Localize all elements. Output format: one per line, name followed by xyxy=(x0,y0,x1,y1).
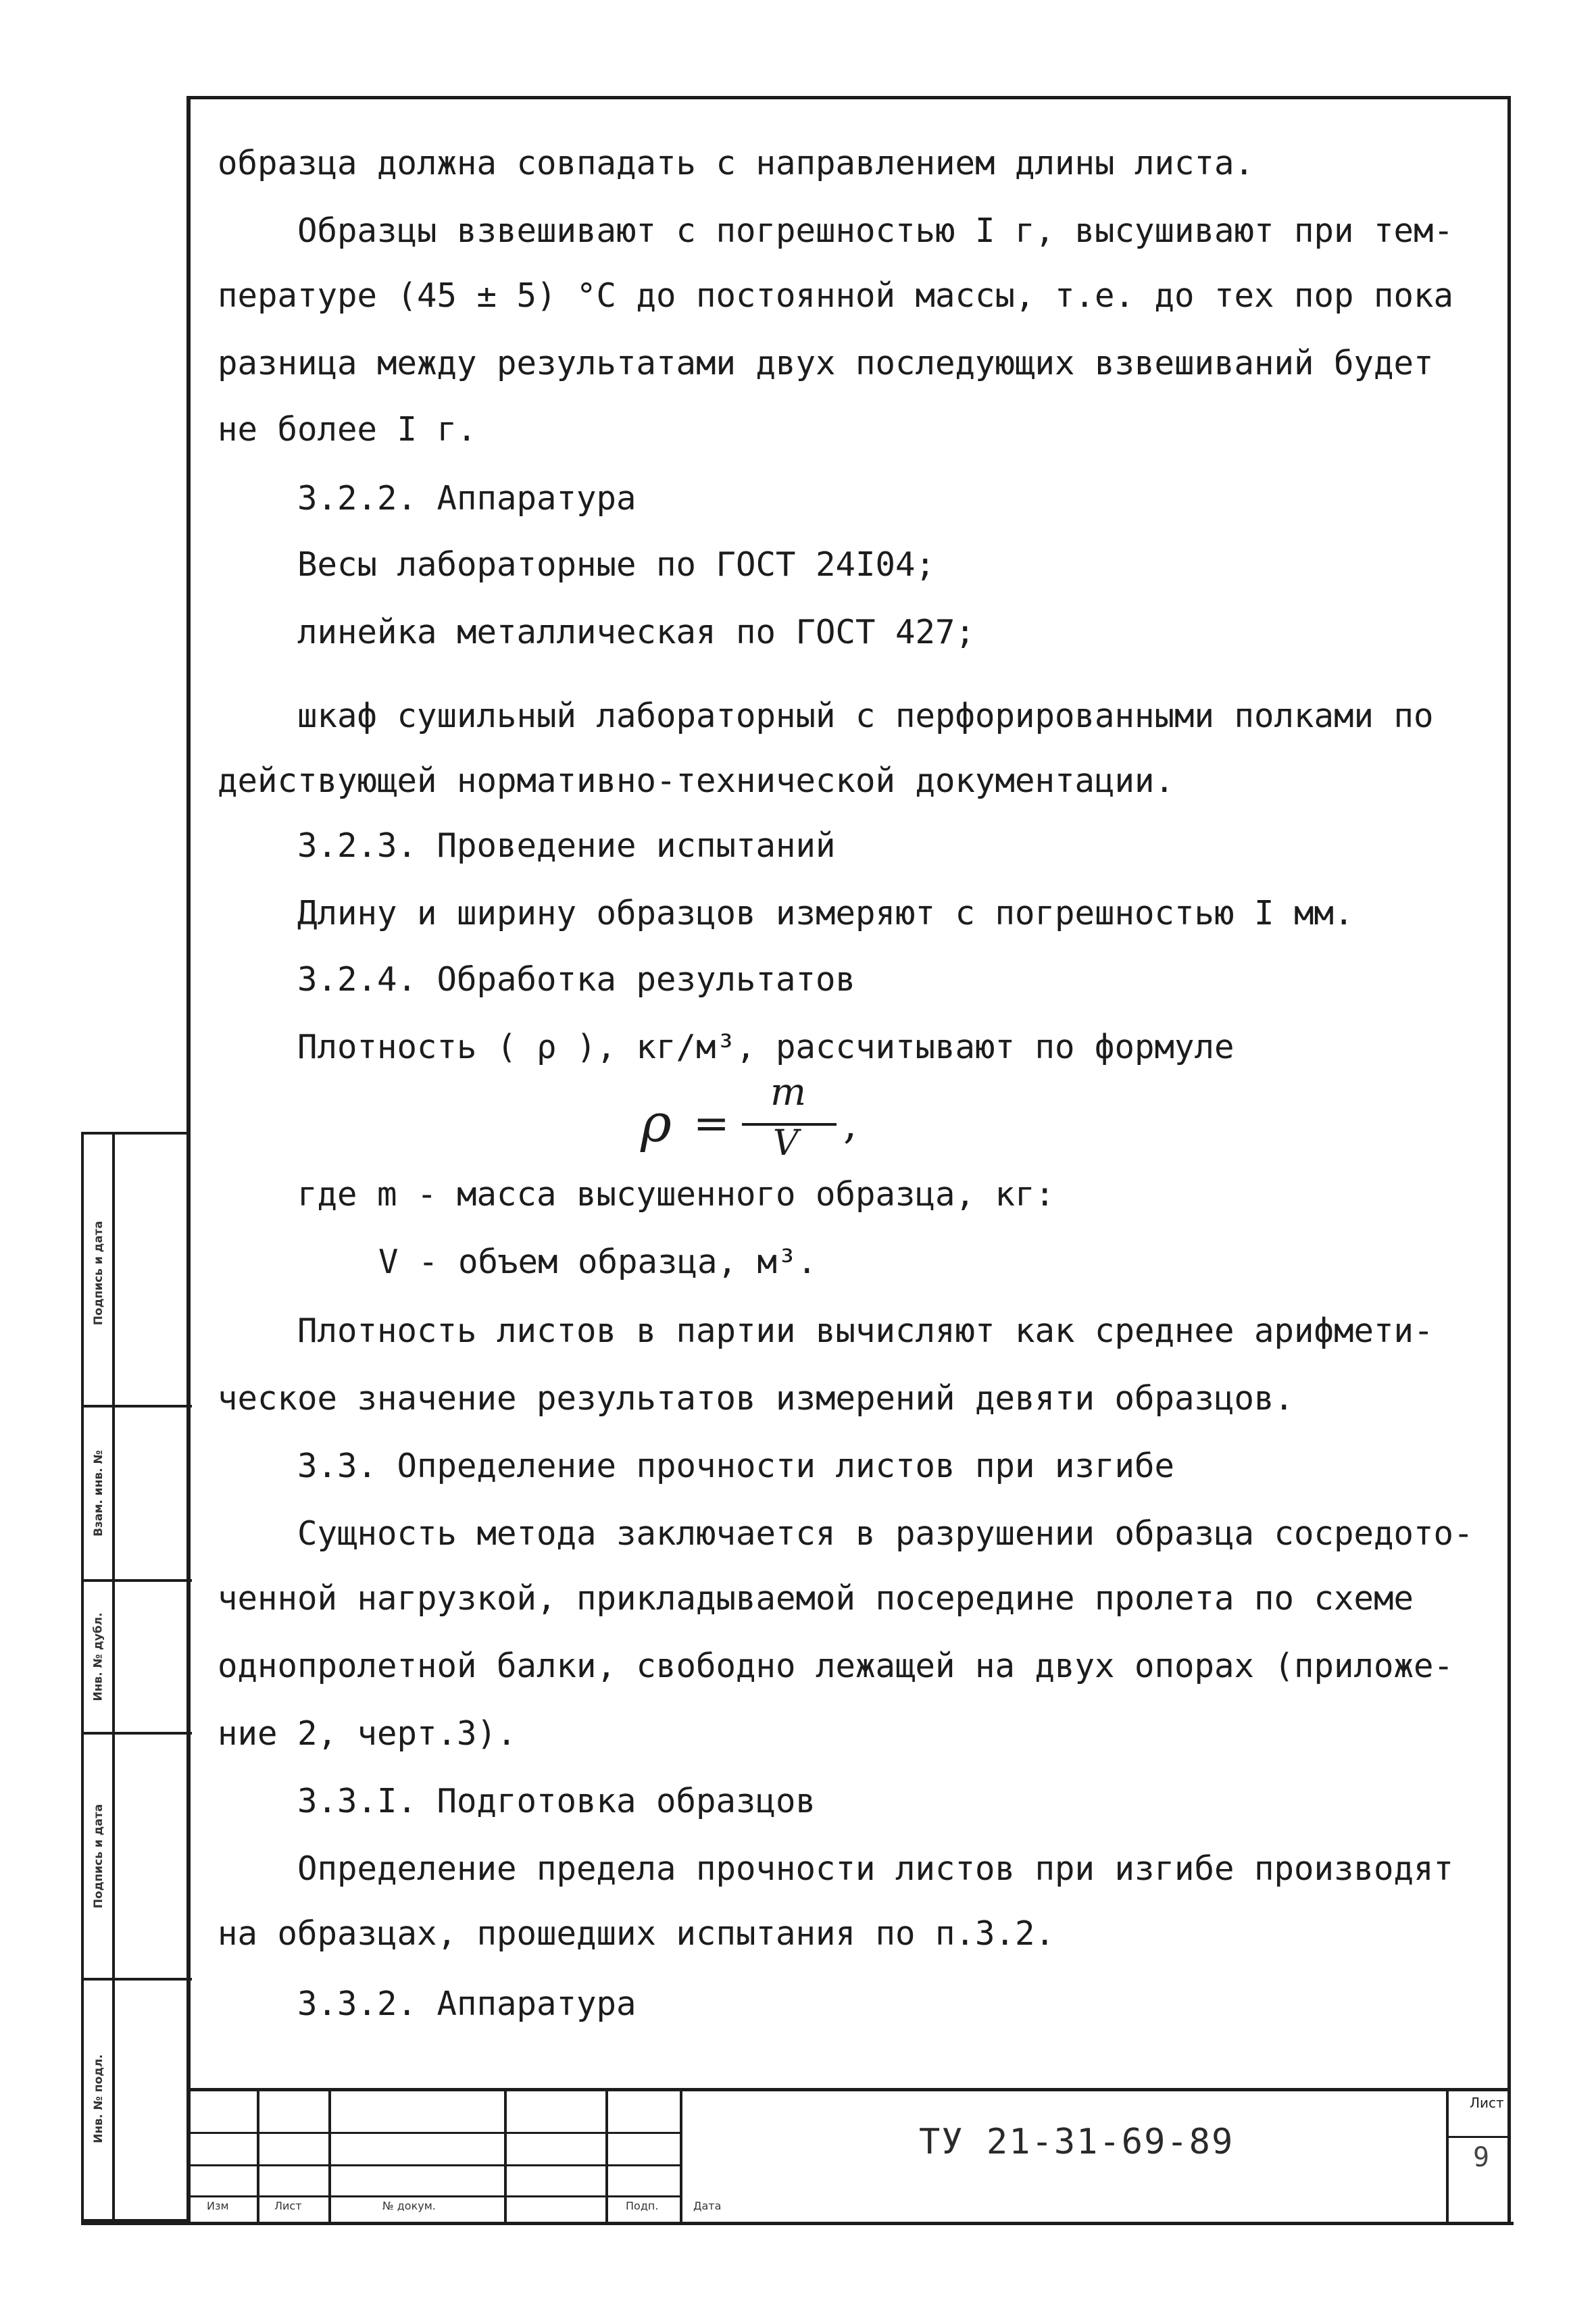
section-heading-3-3-1: 3.3.I. Подготовка образцов xyxy=(297,1782,816,1820)
text-line-2: Образцы взвешивают с погрешностью I г, высушивают при тем- xyxy=(297,211,1454,250)
sheet-label: Лист xyxy=(1470,2095,1504,2111)
text-line-4: разница между результатами двух последующих взвешиваний будет xyxy=(218,344,1434,382)
title-block xyxy=(186,2088,1511,2222)
text-line-23: ние 2, черт.3). xyxy=(218,1714,517,1753)
title-block-column xyxy=(605,2091,608,2222)
formula-rho: ρ xyxy=(641,1093,672,1154)
text-line-25: Определение предела прочности листов при изгибе производят xyxy=(297,1849,1454,1888)
sheet-number: 9 xyxy=(1473,2142,1490,2173)
title-block-row xyxy=(186,2132,680,2134)
title-block-header-signature: Подп. xyxy=(626,2199,659,2212)
formula-comma: , xyxy=(843,1099,857,1149)
text-line-14: Плотность ( ρ ), кг/м³, рассчитывают по формуле xyxy=(297,1028,1235,1066)
side-label-signature-date-top: Подпись и дата xyxy=(92,1220,105,1326)
side-label-duplicate-inventory: Инв. № дубл. xyxy=(92,1612,106,1701)
text-line-8: линейка металлическая по ГОСТ 427; xyxy=(297,613,976,651)
side-label-replacement-inventory: Взам. инв. № xyxy=(92,1450,106,1537)
section-heading-3-3: 3.3. Определение прочности листов при изгибе xyxy=(297,1447,1175,1485)
text-line-1: образца должна совпадать с направлением длины листа. xyxy=(218,144,1255,182)
section-heading-3-3-2: 3.3.2. Аппаратура xyxy=(297,1985,637,2023)
title-block-header-document: № докум. xyxy=(382,2199,436,2212)
formula-denominator: V xyxy=(773,1123,799,1164)
text-line-3: пературе (45 ± 5) °С до постоянной массы, т.е. до тех пор пока xyxy=(218,276,1454,315)
text-line-12: Длину и ширину образцов измеряют с погрешностью I мм. xyxy=(297,894,1354,932)
text-line-7: Весы лабораторные по ГОСТ 24I04; xyxy=(297,545,936,584)
section-heading-3-2-2: 3.2.2. Аппаратура xyxy=(297,479,637,518)
document-code: ТУ 21-31-69-89 xyxy=(919,2122,1235,2162)
text-line-15: где m - масса высушенного образца, кг: xyxy=(297,1175,1055,1214)
formula-equals: = xyxy=(693,1099,730,1149)
formula-numerator: m xyxy=(770,1070,807,1114)
text-line-9: шкаф сушильный лабораторный с перфорированными полками по xyxy=(297,697,1434,735)
text-line-20: Сущность метода заключается в разрушении образца сосредото- xyxy=(297,1514,1474,1553)
side-stamp-divider xyxy=(112,1135,115,2219)
text-line-16: V - объем образца, м³. xyxy=(378,1243,818,1281)
side-stamp xyxy=(81,1132,189,2222)
section-heading-3-2-3: 3.2.3. Проведение испытаний xyxy=(297,826,836,865)
text-line-21: ченной нагрузкой, прикладываемой посередине пролета по схеме xyxy=(218,1579,1414,1618)
title-block-column xyxy=(328,2091,331,2222)
title-block-column xyxy=(257,2091,259,2222)
title-block-row xyxy=(1446,2136,1511,2138)
section-heading-3-2-4: 3.2.4. Обработка результатов xyxy=(297,960,856,999)
title-block-column xyxy=(680,2091,682,2222)
title-block-column xyxy=(504,2091,507,2222)
text-line-22: однопролетной балки, свободно лежащей на двух опорах (приложе- xyxy=(218,1647,1454,1685)
title-block-header-change: Изм xyxy=(207,2199,229,2212)
title-block-column xyxy=(1446,2091,1449,2222)
density-formula xyxy=(641,1070,870,1189)
text-line-18: ческое значение результатов измерений девяти образцов. xyxy=(218,1379,1295,1418)
title-block-header-sheet: Лист xyxy=(274,2199,302,2212)
title-block-row xyxy=(186,2164,680,2166)
text-line-5: не более I г. xyxy=(218,410,477,449)
side-label-original-inventory: Инв. № подл. xyxy=(92,2054,106,2143)
page-bottom-border xyxy=(81,2222,1514,2225)
title-block-header-date: Дата xyxy=(693,2199,722,2212)
title-block-row xyxy=(186,2195,680,2197)
text-line-10: действующей нормативно-технической документации. xyxy=(218,762,1175,800)
text-line-26: на образцах, прошедших испытания по п.3.2. xyxy=(218,1914,1055,1953)
side-label-signature-date-bottom: Подпись и дата xyxy=(92,1803,105,1909)
text-line-17: Плотность листов в партии вычисляют как среднее арифмети- xyxy=(297,1312,1434,1350)
